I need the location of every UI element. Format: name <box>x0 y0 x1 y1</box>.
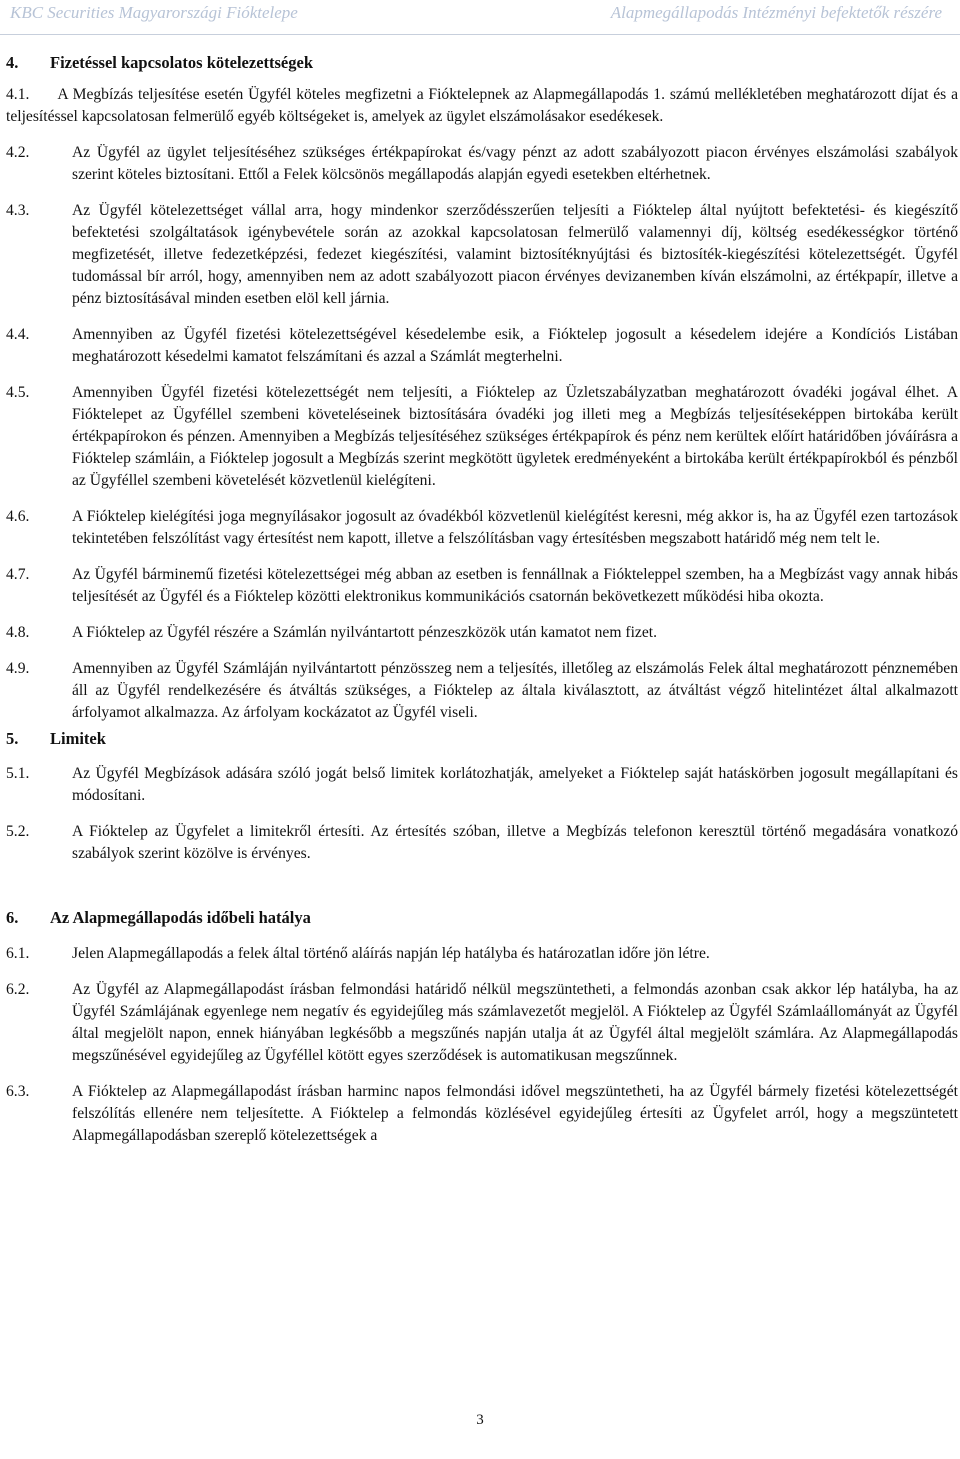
clause <box>6 84 958 128</box>
clause-text: Az Ügyfél Megbízások adására szóló jogát belső limitek korlátozhatják, amelyeket a Fióktelep saját hatáskörben jogosult megállapítani és módosítani. <box>72 765 958 804</box>
clause <box>6 564 958 608</box>
clause-number: 4.8. <box>6 624 30 641</box>
clause-number: 4.5. <box>6 384 30 401</box>
clause-number: 6.3. <box>6 1083 30 1100</box>
clause-number: 4.1. <box>6 86 30 103</box>
clause-text: Jelen Alapmegállapodás a felek által történő aláírás napján lép hatályba és határozatlan időre jön létre. <box>72 945 710 962</box>
clause-text: A Fióktelep az Alapmegállapodást írásban harminc napos felmondási idővel megszüntetheti, ha az Ügyfél bármely fizetési kötelezettségét felszólítás ellenére nem teljesítette. A Fióktelep a felmondás közlésével egyidejűleg értesíti az Ügyfelet arról, hogy a megszüntetett Alapmegállapodásban szereplő kötelezettségek a <box>72 1083 958 1144</box>
section-heading <box>6 728 958 750</box>
clause <box>6 382 958 492</box>
section-title: Fizetéssel kapcsolatos kötelezettségek <box>50 53 314 72</box>
section-number: 6. <box>6 908 19 927</box>
clause-text: Az Ügyfél bárminemű fizetési kötelezettségei még abban az esetben is fennállnak a Fiókteleppel szemben, ha a Megbízást vagy annak hibás teljesítését az Ügyfél és a Fióktelep közötti elektronikus kommunikációs csatornán bekövetkezett működési hiba okozta. <box>72 566 958 605</box>
section-number: 5. <box>6 729 19 748</box>
section-heading <box>6 52 958 74</box>
clause <box>6 943 958 965</box>
clause-number: 6.2. <box>6 981 30 998</box>
clause-number: 6.1. <box>6 945 30 962</box>
clause <box>6 142 958 186</box>
clause-text: A Fióktelep az Ügyfelet a limitekről értesíti. Az értesítés szóban, illetve a Megbízás telefonon keresztül történő megadására vonatkozó szabályok szerint közölve is érvényes. <box>72 823 958 862</box>
clause <box>6 324 958 368</box>
running-header <box>0 0 960 35</box>
clause-number: 4.7. <box>6 566 30 583</box>
clause <box>6 506 958 550</box>
clause-number: 5.2. <box>6 823 30 840</box>
section-number: 4. <box>6 53 19 72</box>
clause <box>6 763 958 807</box>
clause <box>6 622 958 644</box>
clause-text: A Fióktelep az Ügyfél részére a Számlán nyilvántartott pénzeszközök után kamatot nem fizet. <box>72 624 657 641</box>
clause-text: Amennyiben az Ügyfél fizetési kötelezettségével késedelembe esik, a Fióktelep jogosult a késedelem idejére a Kondíciós Listában meghatározott késedelmi kamatot felszámítani és azzal a Számlát megterhelni. <box>72 326 958 365</box>
document-body <box>6 52 958 1147</box>
header-right-text: Alapmegállapodás Intézményi befektetők részére <box>610 3 942 22</box>
clause-number: 4.3. <box>6 202 30 219</box>
clause-number: 4.2. <box>6 144 30 161</box>
clause-text: Amennyiben Ügyfél fizetési kötelezettségét nem teljesíti, a Fióktelep az Üzletszabályzatban meghatározott óvadéki jogával élhet. A Fióktelepet az Ügyféllel szembeni követeléseinek biztosítására óvadéki jog illeti meg a Megbízás teljesítéseképpen birtokába került értékpapírokon és pénzen. Amennyiben a Megbízás teljesítéséhez szükséges értékpapírok és pénz nem kerültek előírt határidőben jóváírásra a Fióktelep számláin, a Fióktelep jogosult a Megbízás szerint megkötött ügyletek eredményeként a birtokába került értékpapírokból és pénzből az Ügyféllel szembeni követelését közvetlenül kielégíteni. <box>72 384 958 489</box>
clause-number: 4.6. <box>6 508 30 525</box>
clause-text: A Megbízás teljesítése esetén Ügyfél köteles megfizetni a Fióktelepnek az Alapmegállapodás 1. számú mellékletében meghatározott díjat és a teljesítéssel kapcsolatosan felmerülő egyéb költségeket is, amelyek az ügylet elszámolásakor esedékesek. <box>6 86 958 125</box>
clause <box>6 658 958 724</box>
clause <box>6 200 958 310</box>
clause-number: 5.1. <box>6 765 30 782</box>
section-title: Limitek <box>50 729 106 748</box>
clause-text: A Fióktelep kielégítési joga megnyílásakor jogosult az óvadékból közvetlenül kielégítést keresni, még akkor is, ha az Ügyfél ezen tartozások tekintetében felszólítást vagy értesítést nem kapott, illetve a felszólításban vagy értesítésben megszabott határidő még nem telt le. <box>72 508 958 547</box>
section-title: Az Alapmegállapodás időbeli hatálya <box>50 908 311 927</box>
clause <box>6 821 958 865</box>
clause-text: Az Ügyfél az ügylet teljesítéséhez szükséges értékpapírokat és/vagy pénzt az adott szabályozott piacon érvényes elszámolási szabályok szerint köteles biztosítani. Ettől a Felek kölcsönös megállapodás alapján egyedi esetekben eltérhetnek. <box>72 144 958 183</box>
clause-text: Amennyiben az Ügyfél Számláján nyilvántartott pénzösszeg nem a teljesítés, illetőleg az elszámolás Felek által meghatározott pénznemében áll az Ügyfél rendelkezésére és átváltás szükséges, a Fióktelep az általa kiválasztott, az átváltást végző hitelintézet által alkalmazott árfolyamot alkalmazza. Az árfolyam kockázatot az Ügyfél viseli. <box>72 660 958 721</box>
section-heading <box>6 907 958 929</box>
clause-number: 4.9. <box>6 660 30 677</box>
clause <box>6 979 958 1067</box>
clause-number: 4.4. <box>6 326 30 343</box>
page-number: 3 <box>476 1412 484 1428</box>
clause <box>6 1081 958 1147</box>
header-left-text: KBC Securities Magyarországi Fióktelepe <box>10 3 298 22</box>
clause-text: Az Ügyfél kötelezettséget vállal arra, hogy mindenkor szerződésszerűen teljesíti a Fióktelep által nyújtott befektetési- és kiegészítő befektetési szolgáltatások igénybevétele során az azokkal kapcsolatosan felmerülő valamennyi díj, költség esedékességkor történő megfizetését, illetve fedezetképzési, fedezet kiegészítési, valamint biztosítéknyújtási és biztosíték-kiegészítési kötelezettségét. Ügyfél tudomással bír arról, hogy, amennyiben nem az adott szabályozott piacon érvényes devizanemben kíván elszámolni, az értékpapír, illetve a pénz biztosításával minden esetben elöl kell járnia. <box>72 202 958 307</box>
clause-text: Az Ügyfél az Alapmegállapodást írásban felmondási határidő nélkül megszüntetheti, a felmondás azonban csak akkor lép hatályba, ha az Ügyfél Számlájának egyenlege nem negatív és egyidejűleg más számlavezetőt megjelöl. A Fióktelep az Ügyfél Számlaállományát az Ügyfél által megjelölt napon, ennek hiányában legkésőbb a megszűnés napján utalja át az Ügyfél által megjelölt számlára. Az Alapmegállapodás megszűnésével egyidejűleg az Ügyféllel kötött egyes szerződések is automatikusan megszűnnek. <box>72 981 958 1064</box>
